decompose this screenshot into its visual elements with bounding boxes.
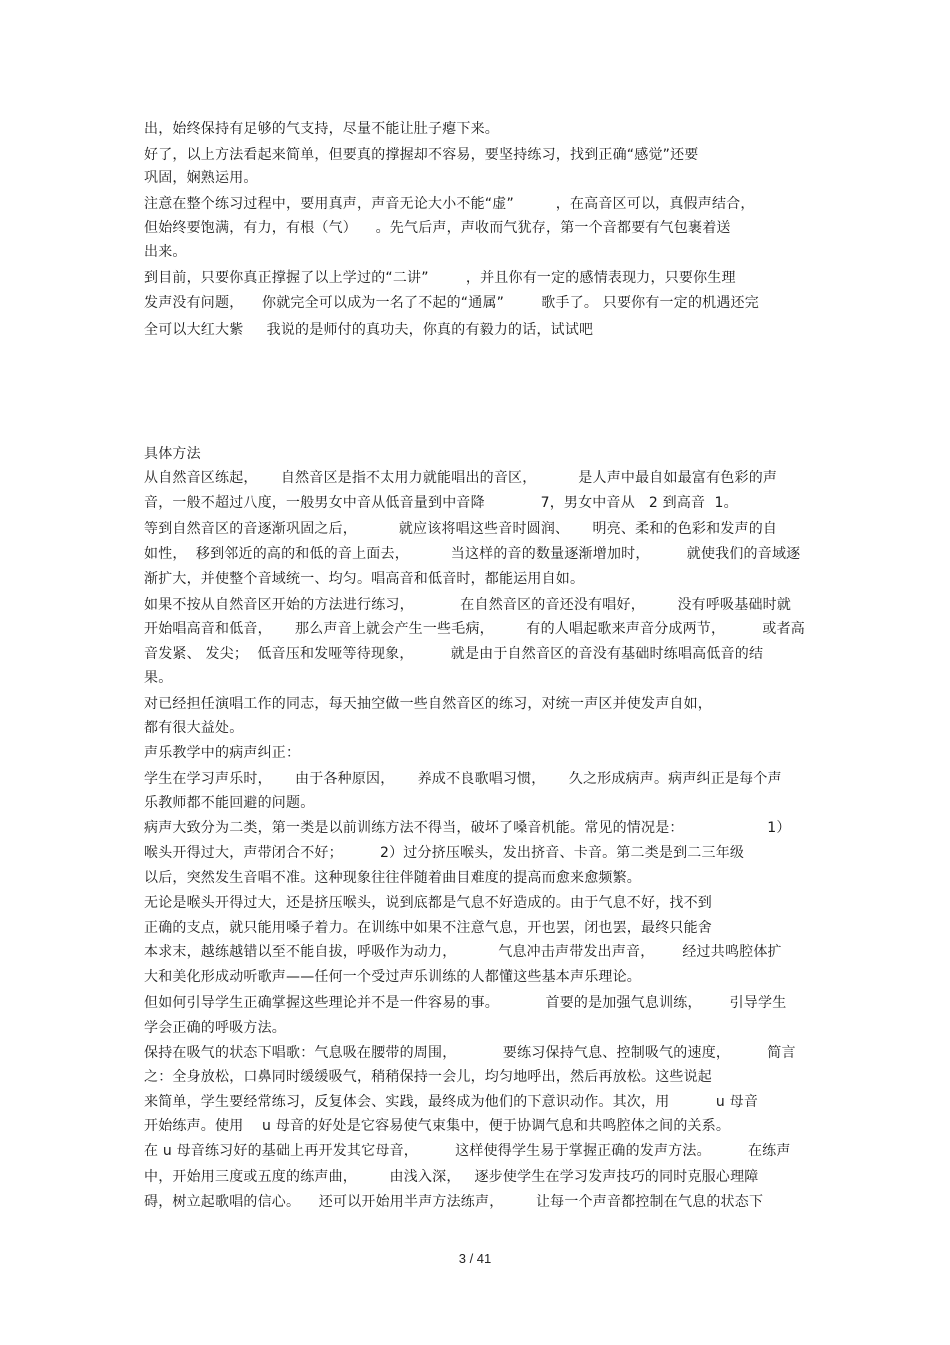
text-line: 碍，树立起歌唱的信心。 还可以开始用半声方法练声， 让每一个声音都控制在气息的状态下 xyxy=(144,1194,764,1210)
text-line: 乐教师都不能回避的问题。 xyxy=(144,795,315,811)
text-line: 中，开始用三度或五度的练声曲， 由浅入深， 逐步使学生在学习发声技巧的同时克服心理障 xyxy=(144,1169,759,1185)
section-heading: 声乐教学中的病声纠正： xyxy=(144,745,301,761)
text-line: 病声大致分为二类，第一类是以前训练方法不得当，破坏了嗓音机能。常见的情况是： 1） xyxy=(144,820,791,836)
text-line: 出来。 xyxy=(144,244,187,260)
text-line: 如性， 移到邻近的高的和低的音上面去， 当这样的音的数量逐渐增加时， 就使我们的音域逐 xyxy=(144,546,801,562)
section-heading: 具体方法 xyxy=(144,446,201,462)
text-line: 学生在学习声乐时， 由于各种原因， 养成不良歌唱习惯， 久之形成病声。病声纠正是每个声 xyxy=(144,771,782,787)
text-line: 音，一般不超过八度，一般男女中音从低音量到中音降 7，男女中音从 2 到高音 1。 xyxy=(144,495,738,511)
text-line: 渐扩大，并使整个音域统一、均匀。唱高音和低音时，都能运用自如。 xyxy=(144,571,585,587)
text-line: 好了，以上方法看起来简单，但要真的撑握却不容易，要坚持练习，找到正确“感觉”还要 xyxy=(144,147,699,163)
text-line: 音发紧、 发尖； 低音压和发哑等待现象， 就是由于自然音区的音没有基础时练唱高低音的结 xyxy=(144,646,764,662)
text-line: 发声没有问题， 你就完全可以成为一名了不起的“通属” 歌手了。 只要你有一定的机遇还完 xyxy=(144,295,759,311)
text-line: 出，始终保持有足够的气支持，尽量不能让肚子瘪下来。 xyxy=(144,121,499,137)
text-line: 如果不按从自然音区开始的方法进行练习， 在自然音区的音还没有唱好， 没有呼吸基础时就 xyxy=(144,597,792,613)
text-line: 到目前，只要你真正撑握了以上学过的“二讲” ，并且你有一定的感情表现力，只要你生理 xyxy=(144,270,736,286)
text-line: 在 u 母音练习好的基础上再开发其它母音， 这样使得学生易于掌握正确的发声方法。 在练声 xyxy=(144,1143,791,1159)
text-line: 来简单，学生要经常练习，反复体会、实践，最终成为他们的下意识动作。其次，用 u 母音 xyxy=(144,1094,759,1110)
text-line: 都有很大益处。 xyxy=(144,720,244,736)
text-line: 注意在整个练习过程中，要用真声，声音无论大小不能“虚” ，在高音区可以，真假声结合， xyxy=(144,196,755,212)
text-line: 但始终要饱满，有力，有根（气） 。先气后声，声收而气犹存，第一个音都要有气包裹着送 xyxy=(144,220,731,236)
text-line: 之：全身放松，口鼻同时缓缓吸气，稍稍保持一会儿，均匀地呼出，然后再放松。这些说起 xyxy=(144,1069,712,1085)
text-line: 但如何引导学生正确掌握这些理论并不是一件容易的事。 首要的是加强气息训练， 引导学生 xyxy=(144,995,787,1011)
text-line: 正确的支点，就只能用嗓子着力。在训练中如果不注意气息，开也罢，闭也罢，最终只能舍 xyxy=(144,920,712,936)
text-line: 开始练声。使用 u 母音的好处是它容易使气束集中，便于协调气息和共鸣腔体之间的关系。 xyxy=(144,1118,731,1134)
text-line: 以后，突然发生音唱不准。这种现象往往伴随着曲目难度的提高而愈来愈频繁。 xyxy=(144,870,641,886)
text-line: 学会正确的呼吸方法。 xyxy=(144,1020,286,1036)
text-line: 开始唱高音和低音， 那么声音上就会产生一些毛病， 有的人唱起歌来声音分成两节， 或者高 xyxy=(144,621,806,637)
page-number: 3 / 41 xyxy=(458,1251,492,1266)
text-line: 对已经担任演唱工作的同志，每天抽空做一些自然音区的练习，对统一声区并使发声自如， xyxy=(144,696,712,712)
text-line: 大和美化形成动听歌声——任何一个受过声乐训练的人都懂这些基本声乐理论。 xyxy=(144,969,641,985)
text-line: 等到自然音区的音逐渐巩固之后， 就应该将唱这些音时圆润、 明亮、柔和的色彩和发声的自 xyxy=(144,521,778,537)
text-line: 全可以大红大紫 我说的是师付的真功夫，你真的有毅力的话，试试吧 xyxy=(144,322,594,338)
text-line: 喉头开得过大，声带闭合不好； 2）过分挤压喉头，发出挤音、卡音。第二类是到二三年级 xyxy=(144,845,745,861)
text-line: 保持在吸气的状态下唱歌：气息吸在腰带的周围， 要练习保持气息、控制吸气的速度， 简言 xyxy=(144,1045,796,1061)
text-line: 从自然音区练起， 自然音区是指不太用力就能唱出的音区， 是人声中最自如最富有色彩的声 xyxy=(144,470,778,486)
text-line: 无论是喉头开得过大，还是挤压喉头，说到底都是气息不好造成的。由于气息不好，找不到 xyxy=(144,895,712,911)
text-line: 本求末，越练越错以至不能自拔，呼吸作为动力， 气息冲击声带发出声音， 经过共鸣腔体扩 xyxy=(144,944,782,960)
text-line: 巩固，娴熟运用。 xyxy=(144,170,258,186)
text-line: 果。 xyxy=(144,670,173,686)
